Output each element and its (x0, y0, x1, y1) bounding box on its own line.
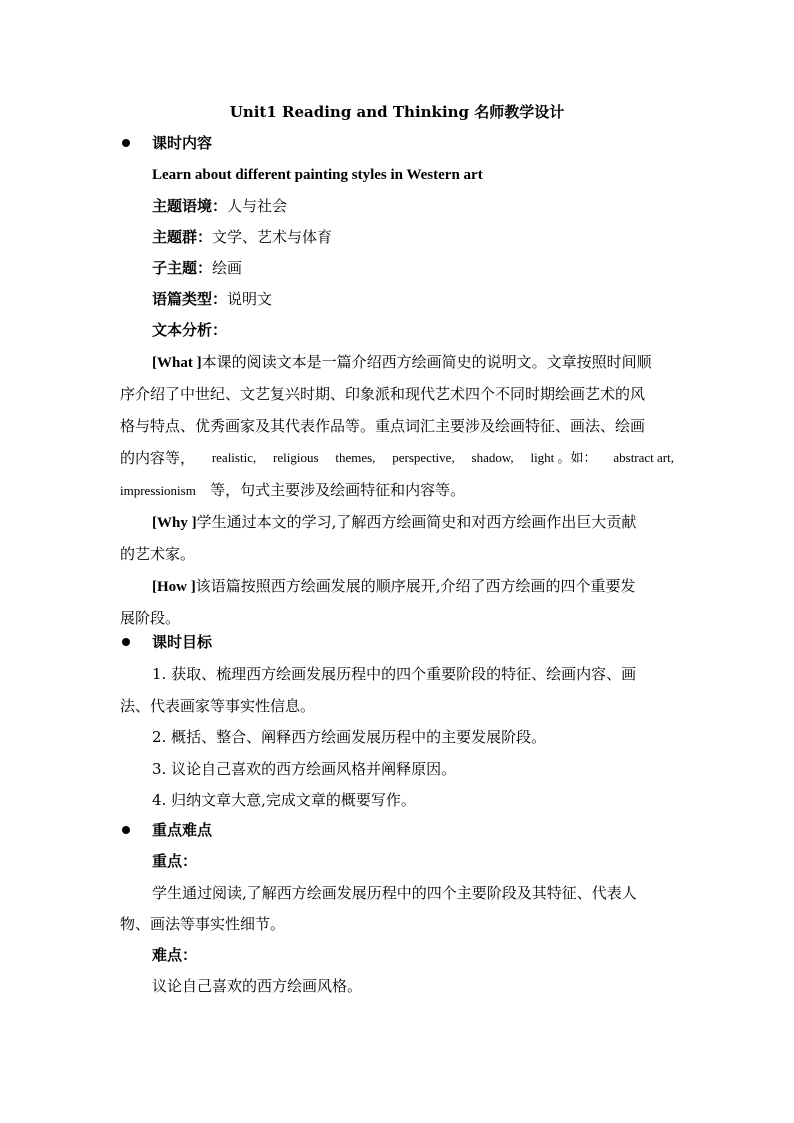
objective-2: 2. 概括、整合、阐释西方绘画发展历程中的主要发展阶段。 (152, 728, 547, 746)
subtopic (152, 258, 242, 278)
genre-value: 说明文 (227, 290, 273, 308)
what-tag: [What ] (152, 355, 202, 371)
subtopic-label: 子主题： (152, 259, 213, 277)
why-line-2: 的艺术家。 (120, 545, 196, 563)
how-text-1: 该语篇按照西方绘画发展的顺序展开,介绍了西方绘画的四个重要发 (195, 577, 636, 595)
bullet-icon (122, 826, 130, 834)
term-realistic: realistic, (211, 450, 257, 465)
key-point-line-2: 物、画法等事实性细节。 (120, 915, 286, 933)
theme-context-label: 主题语境： (152, 197, 228, 215)
why-text-1: 学生通过本文的学习,了解西方绘画简史和对西方绘画作出巨大贡献 (196, 513, 637, 531)
key-point-line-1: 学生通过阅读,了解西方绘画发展历程中的四个主要阶段及其特征、代表人 (152, 884, 637, 902)
objective-1-line-2: 法、代表画家等事实性信息。 (120, 697, 316, 715)
what-text-1: 本课的阅读文本是一篇介绍西方绘画简史的说明文。文章按照时间顺 (201, 353, 652, 371)
topic-english: Learn about different painting styles in Western art (152, 167, 483, 183)
what-line-1 (152, 352, 674, 373)
section-heading-content: 课时内容 (152, 134, 213, 152)
theme-context-value: 人与社会 (227, 197, 288, 215)
theme-group-label: 主题群： (152, 228, 213, 246)
what-text-4a: 的内容等， (120, 449, 196, 467)
term-light: light 。如： (530, 450, 597, 465)
term-perspective: perspective, (392, 450, 455, 465)
objective-3: 3. 议论自己喜欢的西方绘画风格并阐释原因。 (152, 760, 457, 778)
objective-4: 4. 归纳文章大意,完成文章的概要写作。 (152, 791, 416, 809)
what-line-3: 格与特点、优秀画家及其代表作品等。重点词汇主要涉及绘画特征、画法、绘画 (120, 417, 646, 435)
bullet-icon (122, 638, 130, 646)
what-text-5: 等，句式主要涉及绘画特征和内容等。 (210, 481, 466, 499)
how-line-2: 展阶段。 (120, 609, 181, 627)
key-point-label: 重点： (152, 852, 198, 870)
how-tag: [How ] (152, 579, 196, 595)
genre (152, 289, 272, 309)
objective-1-line-1: 1. 获取、梳理西方绘画发展历程中的四个重要阶段的特征、绘画内容、画 (152, 665, 637, 683)
term-abstract-art: abstract art, (613, 450, 674, 465)
section-heading-key-points: 重点难点 (152, 821, 213, 839)
theme-group-value: 文学、艺术与体育 (212, 228, 333, 246)
term-impressionism: impressionism (120, 483, 196, 498)
difficult-point-line-1: 议论自己喜欢的西方绘画风格。 (152, 977, 363, 995)
bullet-icon (122, 139, 130, 147)
term-shadow: shadow, (471, 450, 514, 465)
analysis-label: 文本分析： (152, 321, 228, 339)
how-line-1 (152, 576, 674, 597)
what-line-2: 序介绍了中世纪、文艺复兴时期、印象派和现代艺术四个不同时期绘画艺术的风 (120, 385, 646, 403)
what-line-5 (120, 480, 674, 501)
difficult-point-label: 难点： (152, 946, 198, 964)
why-tag: [Why ] (152, 515, 197, 531)
term-religious: religious (273, 450, 319, 465)
theme-group (152, 227, 332, 247)
theme-context (152, 196, 287, 216)
document-title: Unit1 Reading and Thinking 名师教学设计 (229, 103, 565, 121)
subtopic-value: 绘画 (212, 259, 243, 277)
term-themes: themes, (335, 450, 376, 465)
section-heading-objectives: 课时目标 (152, 633, 213, 651)
what-line-4 (120, 448, 674, 468)
why-line-1 (152, 512, 674, 533)
genre-label: 语篇类型： (152, 290, 228, 308)
